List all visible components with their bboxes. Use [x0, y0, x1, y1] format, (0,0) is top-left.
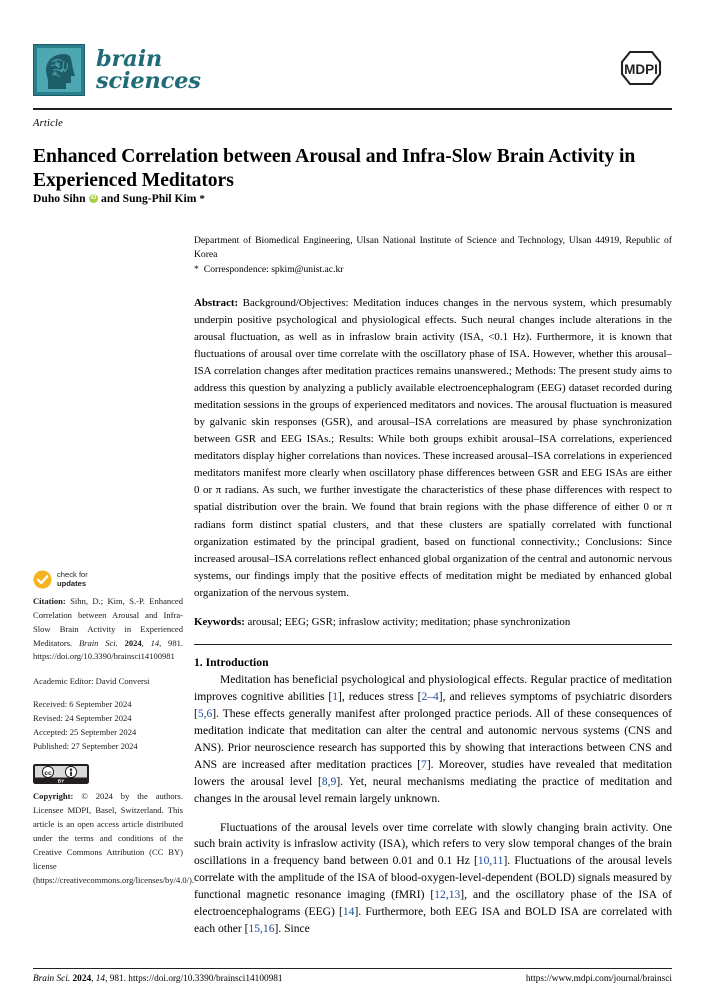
received-date: Received: 6 September 2024 [33, 699, 132, 710]
citation-ref-9[interactable]: 15,16 [248, 923, 275, 936]
main-column [194, 234, 672, 950]
accepted-date: Accepted: 25 September 2024 [33, 726, 137, 737]
license-block [33, 764, 195, 887]
citation-label: Citation: [33, 596, 66, 606]
keywords-block [194, 614, 672, 630]
abstract-text: Background/Objectives: Meditation induces changes in the nervous system, which presumably underpin positive psychological and physiological effects. Such neural changes include alterations in the arousal fluctuation, as well as in infraslow brain activity (ISA, <0.1 Hz). Furthermore, it is known that fluctuations of arousal over time correlate with the oscillatory phase of ISA. However, whether this arousal–ISA correlation changes after meditation practices remains unanswered.; Methods: The present study aims to address this question by analyzing a publicly available electroencephalogram (EEG) dataset recorded during meditation sessions in the groups of experienced meditators and novices. The arousal fluctuation is measured by galvanic skin responses (GSR), and arousal–ISA correlations are measured by phase synchronization between GSR and EEG ISAs.; Results: While both groups exhibit arousal–ISA correlations, experienced meditators display higher correlations than novices. These increased arousal–ISA correlations in experienced meditators manifest more clearly when oscillatory phase differences between GSR and EEG ISAs are either 0 or π radians. As such, we further investigate the characteristics of these phase differences with respect to spatial distribution over the brain. We found that brain regions with the phase difference of either 0 or π radians form distinct spatial clusters, and that these clusters are spatially correlated with functional organization estimated by the principal gradient, based on functional connectivity.; Conclusions: Since increased arousal–ISA correlations reflect enhanced global organization of the central and autonomic nervous systems, our findings imply that the positive effects of meditation might be mediated by enhanced global organization of the nervous system. [194, 296, 672, 599]
corresponding-author-marker: * [199, 192, 205, 205]
citation-block [33, 595, 183, 664]
intro-p1-seg-d: ]. These effects generally manifest after prolonged practice periods. All of these consequences of meditation indicate that meditation can alter the central and autonomic nervous systems (CNS and ANS). Prior neuroscience research has supported this by showing that interactions between CNS and ANS are increased after meditation practices [ [194, 708, 672, 772]
copyright-text: © 2024 by the authors. Licensee MDPI, Basel, Switzerland. This article is an open access article distributed under the terms and conditions of the Creative Commons Attribution (CC BY) license (https://creativecommons.org/licenses/by/4.0/). [33, 791, 195, 885]
citation-year: 2024 [124, 637, 142, 648]
citation-text-a: Sihn, D.; Kim, S.-P. Enhanced Correlation between Arousal and Infra-Slow Brain Activity in Experienced Meditators. [33, 596, 183, 648]
citation-ref-4[interactable]: 7 [421, 759, 427, 772]
footer-doi[interactable]: , 981. https://doi.org/10.3390/brainsci14100981 [105, 974, 283, 984]
section-divider [194, 644, 672, 645]
intro-p2-seg-b: ]. Fluctuations of the arousal levels correlate with the amplitude of the ISA of blood-oxygen-level-dependent (BOLD) signals measured by functional magnetic resonance imaging (fMRI) [ [194, 855, 672, 902]
footer-volume: 14 [95, 974, 106, 984]
citation-ref-1[interactable]: 1 [332, 691, 339, 704]
intro-p2-seg-a: Fluctuations of the arousal levels over time correlate with slowly changing brain activity. One such brain activity is infraslow activity (ISA), which refers to very slow temporal changes of the brain oscillations in a frequency band between 0.01 and 0.1 Hz [ [194, 821, 672, 868]
affiliation-address: Department of Biomedical Engineering, Ulsan National Institute of Science and Technology, Ulsan 44919, Republic of Korea [194, 235, 672, 260]
author-name-second: and Sung-Phil Kim [101, 192, 197, 205]
page-title: Enhanced Correlation between Arousal and Infra-Slow Brain Activity in Experienced Meditators [33, 146, 636, 192]
keywords-label: Keywords: [194, 615, 245, 628]
check-updates-line2: updates [57, 578, 87, 588]
footer-journal: Brain Sci. [33, 974, 71, 984]
intro-p2-seg-c: ], and the oscillatory phase of the ISA of electroencephalograms (EEG) [ [194, 889, 672, 919]
citation-doi[interactable]: , 981. https://doi.org/10.3390/brainsci14100981 [33, 637, 183, 662]
journal-name-line2: sciences [96, 68, 201, 94]
intro-p1-seg-a: Meditation has beneficial psychological and physiological effects. Regular practice of meditation improves cognitive abilities [ [194, 674, 672, 704]
check-circle-icon [33, 570, 52, 589]
author-name-first: Duho Sihn [33, 192, 86, 205]
copyright-text-block [33, 790, 195, 887]
citation-comma: , [141, 637, 151, 648]
footer-comma: , [91, 974, 96, 984]
brain-head-icon [33, 44, 85, 96]
section-heading-introduction: 1. Introduction [194, 656, 269, 670]
sidebar-metadata [33, 569, 195, 887]
citation-ref-2[interactable]: 2–4 [421, 691, 439, 704]
citation-ref-7[interactable]: 12,13 [434, 889, 461, 902]
citation-journal: Brain Sci. [78, 637, 118, 648]
intro-p2-seg-d: ]. Furthermore, both EEG ISA and BOLD ISA are correlated with each other [ [194, 906, 673, 936]
page-footer [33, 974, 672, 984]
mdpi-logo-text: MDPI [624, 62, 658, 77]
intro-paragraph-2 [194, 820, 672, 939]
copyright-label: Copyright: [33, 791, 74, 802]
check-for-updates-badge[interactable] [33, 570, 183, 589]
mdpi-logo [610, 40, 672, 96]
intro-p1-seg-e: ]. Moreover, studies have revealed that meditation lowers the arousal level [ [194, 759, 672, 789]
citation-volume: 14 [150, 637, 160, 648]
published-date: Published: 27 September 2024 [33, 740, 138, 751]
creative-commons-icon [33, 764, 89, 784]
masthead-divider [33, 108, 672, 110]
intro-p1-seg-c: ], and relieves symptoms of psychiatric disorders [ [194, 691, 672, 721]
svg-text:BY: BY [57, 779, 65, 785]
journal-masthead [33, 40, 672, 108]
journal-logo [33, 44, 201, 96]
check-updates-line1: check for [57, 569, 88, 579]
citation-space [118, 638, 125, 648]
orcid-icon[interactable] [89, 194, 99, 204]
article-type-label: Article [33, 118, 63, 129]
abstract-label: Abstract: [194, 296, 239, 309]
revised-date: Revised: 24 September 2024 [33, 712, 132, 723]
footer-right-url[interactable]: https://www.mdpi.com/journal/brainsci [525, 974, 672, 984]
footer-divider [33, 968, 672, 969]
citation-ref-5[interactable]: 8,9 [321, 776, 337, 789]
footer-year: 2024 [72, 974, 92, 984]
intro-p1-seg-f: ]. Yet, neural mechanisms mediating the practice of meditation and changes in the arousal level remain largely unknown. [194, 776, 672, 805]
citation-ref-6[interactable]: 10,11 [477, 855, 504, 868]
correspondence-email: Correspondence: spkim@unist.ac.kr [203, 263, 344, 275]
journal-name [96, 45, 201, 94]
citation-ref-8[interactable]: 14 [342, 906, 355, 919]
author-list [33, 192, 205, 205]
abstract-block [194, 295, 672, 602]
check-for-updates-text [57, 571, 88, 589]
svg-text:cc: cc [44, 770, 52, 778]
correspondence-line [194, 263, 672, 277]
correspondence-marker: * [194, 263, 199, 275]
journal-name-line1: brain [96, 45, 163, 72]
intro-paragraph-1 [194, 672, 672, 808]
academic-editor-line: Academic Editor: David Conversi [33, 676, 150, 687]
intro-p2-seg-e: ]. Since [274, 923, 310, 936]
footer-left [33, 974, 283, 984]
citation-ref-3[interactable]: 5,6 [197, 708, 213, 721]
intro-p1-seg-b: ], reduces stress [ [338, 691, 422, 704]
keywords-text: arousal; EEG; GSR; infraslow activity; meditation; phase synchronization [244, 615, 571, 628]
